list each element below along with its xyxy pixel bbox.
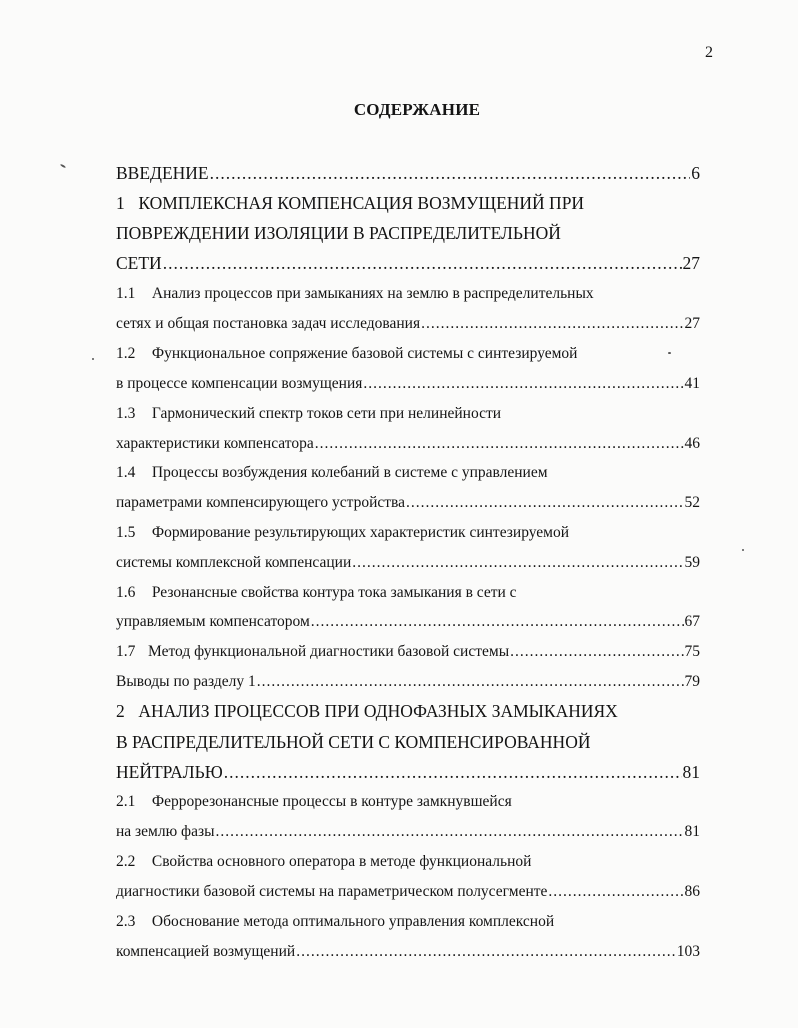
toc-entry-1-6-line-1: [116, 584, 700, 602]
chapter-2-heading-line-1: [116, 701, 700, 722]
section-number: 1.2: [116, 345, 136, 362]
chapter-title-text: АНАЛИЗ ПРОЦЕССОВ ПРИ ОДНОФАЗНЫХ ЗАМЫКАНИЯХ: [138, 701, 618, 721]
toc-entry-2-2-line-2: [116, 883, 700, 901]
section-title-text: характеристики компенсатора: [116, 435, 314, 452]
section-title-text: Формирование результирующих характеристик синтезируемой: [151, 524, 570, 541]
section-title-text: системы комплексной компенсации: [116, 554, 352, 571]
leader-dots: [363, 375, 683, 393]
section-number: 1.7: [116, 643, 136, 660]
section-title-text: Свойства основного оператора в методе функциональной: [151, 853, 532, 870]
toc-entry-conclusions-1: [116, 673, 700, 691]
toc-page-ref: 6: [691, 163, 700, 183]
toc-entry-1-5-line-1: [116, 524, 700, 542]
chapter-2-heading-line-2: В РАСПРЕДЕЛИТЕЛЬНОЙ СЕТИ С КОМПЕНСИРОВАННОЙ: [116, 732, 591, 752]
toc-entry-1-1-line-2: [116, 315, 700, 333]
section-title-text: диагностики базовой системы на параметрическом полусегменте: [116, 883, 548, 900]
section-title-text: на землю фазы: [116, 823, 215, 840]
toc-entry-2-1-line-2: [116, 823, 700, 841]
section-number: 1.3: [116, 405, 136, 422]
toc-entry-2-2-line-1: [116, 853, 700, 871]
section-title-text: Анализ процессов при замыканиях на землю в распределительных: [151, 285, 594, 302]
section-title-text: Обоснование метода оптимального управления комплексной: [151, 913, 555, 930]
section-title-text: Гармонический спектр токов сети при нелинейности: [151, 405, 502, 422]
section-number: 2.3: [116, 913, 136, 930]
toc-page-ref: 27: [682, 253, 700, 273]
leader-dots: [296, 943, 676, 961]
section-number: 2.2: [116, 853, 136, 870]
section-title-text: управляемым компенсатором: [116, 613, 310, 630]
section-number: 1.4: [116, 464, 136, 481]
toc-page-ref: 103: [676, 943, 700, 960]
leader-dots: [352, 554, 683, 572]
chapter-title-text: СЕТИ: [116, 253, 162, 273]
toc-entry-1-2-line-2: [116, 375, 700, 393]
leader-dots: [224, 762, 682, 783]
toc-page-ref: 79: [684, 673, 700, 690]
section-title-text: параметрами компенсирующего устройства: [116, 494, 406, 511]
leader-dots: [315, 435, 684, 453]
toc-title: СОДЕРЖАНИЕ: [353, 100, 481, 119]
toc-entry-1-3-line-1: [116, 405, 700, 423]
leader-dots: [510, 643, 683, 661]
toc-page-ref: 81: [684, 823, 700, 840]
scan-speck: [742, 549, 744, 551]
scan-speck: [60, 164, 66, 169]
section-title-text: в процессе компенсации возмущения: [116, 375, 363, 392]
leader-dots: [210, 163, 691, 184]
section-number: 1.6: [116, 584, 136, 601]
toc-page-ref: 46: [684, 435, 700, 452]
leader-dots: [163, 253, 682, 274]
toc-entry-2-3-line-2: [116, 943, 700, 961]
section-title-text: Феррорезонансные процессы в контуре замкнувшейся: [151, 793, 512, 810]
leader-dots: [548, 883, 683, 901]
chapter-number: 2: [116, 701, 125, 721]
scan-speck: [92, 358, 94, 360]
toc-entry-text: ВВЕДЕНИЕ: [116, 163, 209, 183]
toc-entry-1-2-line-1: [116, 345, 700, 363]
toc-page-ref: 86: [684, 883, 700, 900]
section-title-text: Процессы возбуждения колебаний в системе с управлением: [151, 464, 548, 481]
toc-page-ref: 52: [684, 494, 700, 511]
toc-entry-1-1-line-1: [116, 285, 700, 303]
section-number: 1.5: [116, 524, 136, 541]
chapter-1-heading-line-3: [116, 253, 700, 274]
section-title-text: сетях и общая постановка задач исследования: [116, 315, 421, 332]
toc-entry-1-4-line-1: [116, 464, 700, 482]
leader-dots: [406, 494, 683, 512]
chapter-number: 1: [116, 193, 125, 213]
toc-entry-1-7: [116, 643, 700, 661]
toc-entry-text: Выводы по разделу 1: [116, 673, 256, 690]
toc-entry-1-3-line-2: [116, 435, 700, 453]
toc-entry-2-1-line-1: [116, 793, 700, 811]
section-title-text: Метод функциональной диагностики базовой системы: [148, 643, 510, 660]
chapter-title-text: НЕЙТРАЛЬЮ: [116, 762, 223, 782]
chapter-title-text: КОМПЛЕКСНАЯ КОМПЕНСАЦИЯ ВОЗМУЩЕНИЙ ПРИ: [138, 193, 585, 213]
section-number: 1.1: [116, 285, 136, 302]
leader-dots: [257, 673, 684, 691]
toc-page-ref: 67: [684, 613, 700, 630]
page-number: 2: [705, 44, 713, 61]
toc-entry-1-5-line-2: [116, 554, 700, 572]
section-number: 2.1: [116, 793, 136, 810]
chapter-1-heading-line-2: ПОВРЕЖДЕНИИ ИЗОЛЯЦИИ В РАСПРЕДЕЛИТЕЛЬНОЙ: [116, 223, 561, 243]
section-title-text: Резонансные свойства контура тока замыкания в сети с: [151, 584, 517, 601]
section-title-text: Функциональное сопряжение базовой системы с синтезируемой: [151, 345, 578, 362]
toc-entry-2-3-line-1: [116, 913, 700, 931]
toc-page-ref: 27: [684, 315, 700, 332]
toc-page-ref: 59: [684, 554, 700, 571]
toc-page-ref: 41: [684, 375, 700, 392]
toc-page-ref: 75: [684, 643, 700, 660]
toc-entry-1-6-line-2: [116, 613, 700, 631]
leader-dots: [421, 315, 683, 333]
toc-entry-1-4-line-2: [116, 494, 700, 512]
chapter-1-heading-line-1: [116, 193, 700, 214]
toc-entry-intro: [116, 163, 700, 184]
section-title-text: компенсацией возмущений: [116, 943, 296, 960]
toc-page-ref: 81: [682, 762, 700, 782]
leader-dots: [216, 823, 684, 841]
leader-dots: [311, 613, 684, 631]
scan-speck: [668, 352, 671, 354]
chapter-2-heading-line-3: [116, 762, 700, 783]
